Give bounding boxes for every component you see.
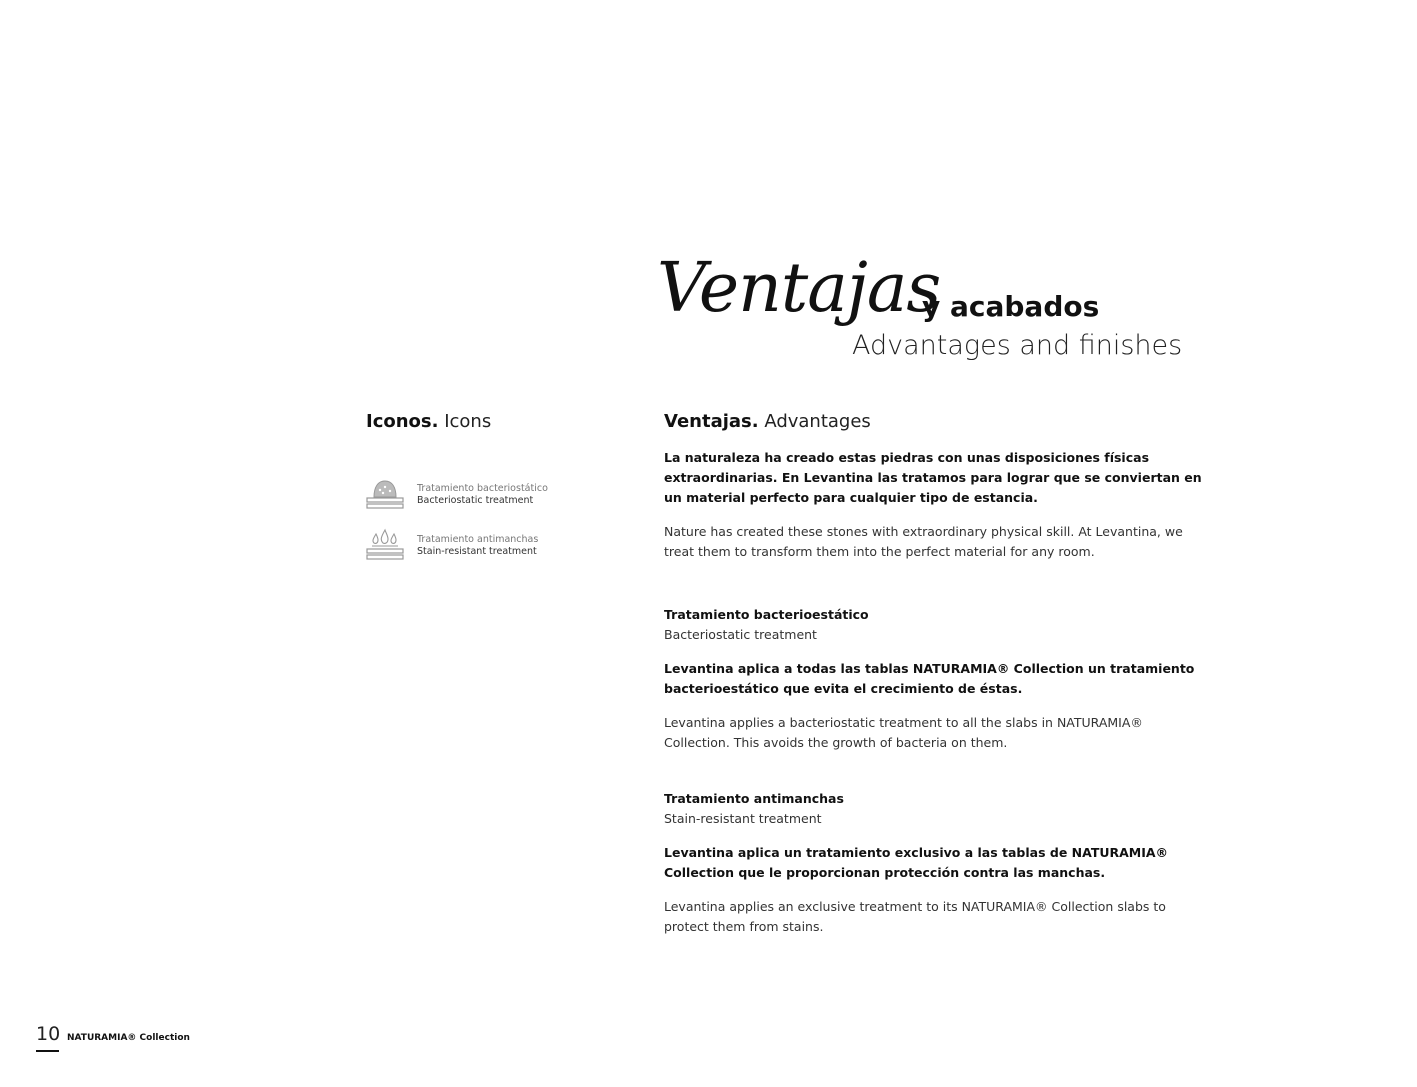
section-heading-en: Stain-resistant treatment: [664, 811, 822, 826]
advantages-section: [664, 410, 1204, 937]
page-footer: [36, 1022, 190, 1052]
section-heading-es: Tratamiento bacterioestático: [664, 607, 869, 622]
page-title-rest: y acabados: [922, 290, 1100, 323]
advantages-title-bold: Ventajas.: [664, 411, 759, 432]
page-subtitle: Advantages and finishes: [852, 330, 1183, 361]
icons-section-title: [366, 410, 616, 434]
intro-es: La naturaleza ha creado estas piedras con unas disposiciones físicas extraordinarias. En Levantina las tratamos para lograr que se conviertan en un material perfecto para cualquier tipo de estancia.: [664, 450, 1202, 505]
page-number: 10: [36, 1022, 59, 1052]
footer-brand: NATURAMIA® Collection: [67, 1033, 190, 1043]
stain-resistant-icon: [366, 528, 404, 564]
section-heading-es: Tratamiento antimanchas: [664, 791, 844, 806]
section-body-es: Levantina aplica un tratamiento exclusivo a las tablas de NATURAMIA® Collection que le proporcionan protección contra las manchas.: [664, 845, 1169, 880]
icons-title-bold: Iconos.: [366, 411, 439, 432]
section-body-es: Levantina aplica a todas las tablas NATURAMIA® Collection un tratamiento bacterioestático que evita el crecimiento de éstas.: [664, 661, 1195, 696]
page-title-script: Ventajas: [657, 249, 941, 328]
icon-item-stain-resistant: [366, 528, 538, 564]
icon-label-es: Tratamiento bacteriostático: [417, 483, 548, 494]
section-body-en: Levantina applies an exclusive treatment to its NATURAMIA® Collection slabs to protect them from stains.: [664, 899, 1166, 934]
advantages-title-light: Advantages: [764, 411, 871, 432]
icon-label-stain-resistant: [417, 534, 538, 558]
icon-label-en: Stain-resistant treatment: [417, 546, 537, 557]
icons-title-light: Icons: [444, 411, 492, 432]
icons-section: [366, 410, 616, 557]
icon-label-es: Tratamiento antimanchas: [417, 534, 539, 545]
section-heading-en: Bacteriostatic treatment: [664, 627, 817, 642]
icon-item-bacteriostatic: [366, 477, 548, 513]
intro-en: Nature has created these stones with extraordinary physical skill. At Levantina, we treat them to transform them into the perfect material for any room.: [664, 524, 1183, 559]
bacteriostatic-icon: [366, 477, 404, 513]
icon-label-en: Bacteriostatic treatment: [417, 495, 534, 506]
section-body-en: Levantina applies a bacteriostatic treatment to all the slabs in NATURAMIA® Collection. This avoids the growth of bacteria on them.: [664, 715, 1143, 750]
advantages-section-title: [664, 410, 1204, 434]
icon-label-bacteriostatic: [417, 483, 548, 507]
